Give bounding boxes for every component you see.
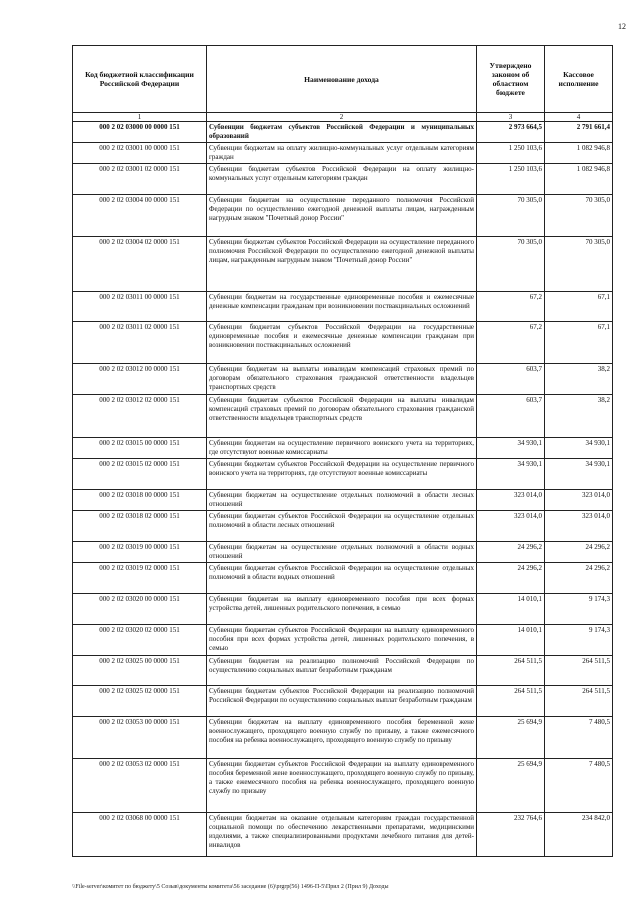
executed-amount-cell: 9 174,3 (545, 594, 613, 625)
approved-amount-cell: 67,2 (477, 292, 545, 322)
executed-amount-cell: 38,2 (545, 395, 613, 438)
revenue-name-cell: Субвенции бюджетам на осуществление отдельных полномочий в области лесных отношений (207, 490, 477, 511)
budget-code-cell: 000 2 02 03012 02 0000 151 (73, 395, 207, 438)
revenue-name-cell: Субвенции бюджетам на осуществление первичного воинского учета на территориях, где отсутствуют военные комиссариаты (207, 438, 477, 459)
budget-code-cell: 000 2 02 03020 02 0000 151 (73, 625, 207, 656)
budget-code-cell: 000 2 02 03004 02 0000 151 (73, 237, 207, 292)
budget-code-cell: 000 2 02 03015 00 0000 151 (73, 438, 207, 459)
executed-amount-cell: 323 014,0 (545, 511, 613, 542)
revenue-name-cell: Субвенции бюджетам на выплаты инвалидам компенсаций страховых премий по договорам обязательного страхования гражданской ответственности владельцев транспортных средств (207, 364, 477, 395)
approved-amount-cell: 14 010,1 (477, 625, 545, 656)
budget-code-cell: 000 2 02 03018 00 0000 151 (73, 490, 207, 511)
revenue-table (72, 45, 613, 857)
budget-code-cell: 000 2 02 03001 00 0000 151 (73, 143, 207, 164)
revenue-name-cell: Субвенции бюджетам на реализацию полномочий Российской Федерации по осуществлению социальных выплат безработным гражданам (207, 656, 477, 686)
table-row (73, 195, 613, 237)
column-index: 4 (545, 113, 613, 122)
budget-code-cell: 000 2 02 03012 00 0000 151 (73, 364, 207, 395)
revenue-name-cell: Субвенции бюджетам на выплату единовременного пособия беременной жене военнослужащего, проходящего военную службу по призыву, а также ежемесячного пособия на ребенка военнослужащего, проходящего военную службу по призыву (207, 717, 477, 759)
budget-code-cell: 000 2 02 03015 02 0000 151 (73, 459, 207, 490)
table-row (73, 813, 613, 857)
revenue-name-cell: Субвенции бюджетам на осуществление отдельных полномочий в области водных отношений (207, 542, 477, 563)
executed-amount-cell: 1 082 946,8 (545, 143, 613, 164)
table-row (73, 292, 613, 322)
budget-code-cell: 000 2 02 03068 00 0000 151 (73, 813, 207, 857)
executed-amount-cell: 67,1 (545, 292, 613, 322)
approved-amount-cell: 264 511,5 (477, 686, 545, 717)
budget-code-cell: 000 2 02 03020 00 0000 151 (73, 594, 207, 625)
executed-amount-cell: 264 511,5 (545, 686, 613, 717)
executed-amount-cell: 34 930,1 (545, 438, 613, 459)
table-row (73, 322, 613, 364)
column-index: 1 (73, 113, 207, 122)
revenue-name-cell: Субвенции бюджетам субъектов Российской Федерации на выплату единовременного пособия беременной жене военнослужащего, проходящего военную службу по призыву, а также ежемесячного пособия на ребенка военнослужащего, проходящего военную службу по призыву (207, 759, 477, 813)
executed-amount-cell: 1 082 946,8 (545, 164, 613, 195)
table-row (73, 143, 613, 164)
table-row (73, 490, 613, 511)
table-row (73, 594, 613, 625)
revenue-name-cell: Субвенции бюджетам субъектов Российской Федерации и муниципальных образований (207, 122, 477, 143)
budget-code-cell: 000 2 02 03000 00 0000 151 (73, 122, 207, 143)
approved-amount-cell: 1 250 103,6 (477, 143, 545, 164)
header-executed: Кассовое исполнение (545, 46, 613, 113)
table-row (73, 364, 613, 395)
approved-amount-cell: 323 014,0 (477, 511, 545, 542)
revenue-name-cell: Субвенции бюджетам субъектов Российской Федерации на реализацию полномочий Российской Федерации по осуществлению социальных выплат безработным гражданам (207, 686, 477, 717)
revenue-name-cell: Субвенции бюджетам субъектов Российской Федерации на государственные единовременные пособия и ежемесячные денежные компенсации гражданам при возникновении поствакцинальных осложнений (207, 322, 477, 364)
approved-amount-cell: 24 296,2 (477, 563, 545, 594)
budget-code-cell: 000 2 02 03018 02 0000 151 (73, 511, 207, 542)
column-index: 2 (207, 113, 477, 122)
page-number: 12 (618, 22, 626, 31)
table-row (73, 459, 613, 490)
budget-code-cell: 000 2 02 03011 00 0000 151 (73, 292, 207, 322)
revenue-name-cell: Субвенции бюджетам на осуществление переданного полномочия Российской Федерации по осуществлению ежегодной денежной выплаты лицам, награжденным нагрудным знаком "Почетный донор России" (207, 195, 477, 237)
revenue-name-cell: Субвенции бюджетам на государственные единовременные пособия и ежемесячные денежные компенсации гражданам при возникновении поствакцинальных осложнений (207, 292, 477, 322)
approved-amount-cell: 323 014,0 (477, 490, 545, 511)
table-row (73, 759, 613, 813)
table-row (73, 438, 613, 459)
budget-code-cell: 000 2 02 03019 00 0000 151 (73, 542, 207, 563)
column-index-row (73, 113, 613, 122)
approved-amount-cell: 25 694,9 (477, 717, 545, 759)
table-row (73, 656, 613, 686)
executed-amount-cell: 323 014,0 (545, 490, 613, 511)
executed-amount-cell: 24 296,2 (545, 563, 613, 594)
executed-amount-cell: 34 930,1 (545, 459, 613, 490)
approved-amount-cell: 67,2 (477, 322, 545, 364)
approved-amount-cell: 34 930,1 (477, 438, 545, 459)
executed-amount-cell: 7 480,5 (545, 717, 613, 759)
executed-amount-cell: 67,1 (545, 322, 613, 364)
executed-amount-cell: 264 511,5 (545, 656, 613, 686)
approved-amount-cell: 24 296,2 (477, 542, 545, 563)
budget-code-cell: 000 2 02 03001 02 0000 151 (73, 164, 207, 195)
approved-amount-cell: 70 305,0 (477, 195, 545, 237)
column-index: 3 (477, 113, 545, 122)
approved-amount-cell: 14 010,1 (477, 594, 545, 625)
executed-amount-cell: 38,2 (545, 364, 613, 395)
revenue-name-cell: Субвенции бюджетам субъектов Российской Федерации на осуществление первичного воинского учета на территориях, где отсутствуют военные комиссариаты (207, 459, 477, 490)
executed-amount-cell: 7 480,5 (545, 759, 613, 813)
approved-amount-cell: 34 930,1 (477, 459, 545, 490)
approved-amount-cell: 603,7 (477, 364, 545, 395)
approved-amount-cell: 70 305,0 (477, 237, 545, 292)
table-row (73, 625, 613, 656)
approved-amount-cell: 603,7 (477, 395, 545, 438)
approved-amount-cell: 232 764,6 (477, 813, 545, 857)
revenue-name-cell: Субвенции бюджетам субъектов Российской Федерации на осуществление отдельных полномочий в области водных отношений (207, 563, 477, 594)
approved-amount-cell: 1 250 103,6 (477, 164, 545, 195)
table-row (73, 122, 613, 143)
revenue-name-cell: Субвенции бюджетам субъектов Российской Федерации на выплаты инвалидам компенсаций страховых премий по договорам обязательного страхования гражданской ответственности владельцев транспортных средств (207, 395, 477, 438)
executed-amount-cell: 70 305,0 (545, 237, 613, 292)
table-row (73, 542, 613, 563)
executed-amount-cell: 70 305,0 (545, 195, 613, 237)
table-row (73, 164, 613, 195)
header-code: Код бюджетной классификации Российской Федерации (73, 46, 207, 113)
approved-amount-cell: 25 694,9 (477, 759, 545, 813)
budget-code-cell: 000 2 02 03053 02 0000 151 (73, 759, 207, 813)
table-row (73, 717, 613, 759)
revenue-name-cell: Субвенции бюджетам субъектов Российской Федерации на выплату единовременного пособия при всех формах устройства детей, лишенных родительского попечения, в семью (207, 625, 477, 656)
executed-amount-cell: 2 791 661,4 (545, 122, 613, 143)
approved-amount-cell: 264 511,5 (477, 656, 545, 686)
table-row (73, 511, 613, 542)
revenue-name-cell: Субвенции бюджетам субъектов Российской Федерации на осуществление переданного полномочия Российской Федерации по осуществлению ежегодной денежной выплаты лицам, награжденным нагрудным знаком "Почетный донор России" (207, 237, 477, 292)
header-approved: Утверждено законом об областном бюджете (477, 46, 545, 113)
file-path-footer: \\File-server\комитет по бюджету\5 Созыв\документы комитета\56 заседание (6)\prgrp(56) 1496-П-5\Прил 2 (Прил 9) Доходы (72, 884, 389, 890)
revenue-name-cell: Субвенции бюджетам субъектов Российской Федерации на оплату жилищно-коммунальных услуг отдельным категориям граждан (207, 164, 477, 195)
revenue-name-cell: Субвенции бюджетам субъектов Российской Федерации на осуществление отдельных полномочий в области лесных отношений (207, 511, 477, 542)
budget-code-cell: 000 2 02 03004 00 0000 151 (73, 195, 207, 237)
budget-code-cell: 000 2 02 03019 02 0000 151 (73, 563, 207, 594)
executed-amount-cell: 234 842,0 (545, 813, 613, 857)
revenue-name-cell: Субвенции бюджетам на оказание отдельным категориям граждан государственной социальной помощи по обеспечению лекарственными препаратами, медицинскими изделиями, а также специализированными продуктами лечебного питания для детей-инвалидов (207, 813, 477, 857)
executed-amount-cell: 24 296,2 (545, 542, 613, 563)
budget-code-cell: 000 2 02 03025 02 0000 151 (73, 686, 207, 717)
revenue-name-cell: Субвенции бюджетам на оплату жилищно-коммунальных услуг отдельным категориям граждан (207, 143, 477, 164)
table-row (73, 686, 613, 717)
table-row (73, 563, 613, 594)
budget-code-cell: 000 2 02 03053 00 0000 151 (73, 717, 207, 759)
budget-code-cell: 000 2 02 03011 02 0000 151 (73, 322, 207, 364)
table-row (73, 237, 613, 292)
approved-amount-cell: 2 973 664,5 (477, 122, 545, 143)
revenue-name-cell: Субвенции бюджетам на выплату единовременного пособия при всех формах устройства детей, лишенных родительского попечения, в семью (207, 594, 477, 625)
executed-amount-cell: 9 174,3 (545, 625, 613, 656)
header-name: Наименование дохода (207, 46, 477, 113)
table-row (73, 395, 613, 438)
budget-code-cell: 000 2 02 03025 00 0000 151 (73, 656, 207, 686)
